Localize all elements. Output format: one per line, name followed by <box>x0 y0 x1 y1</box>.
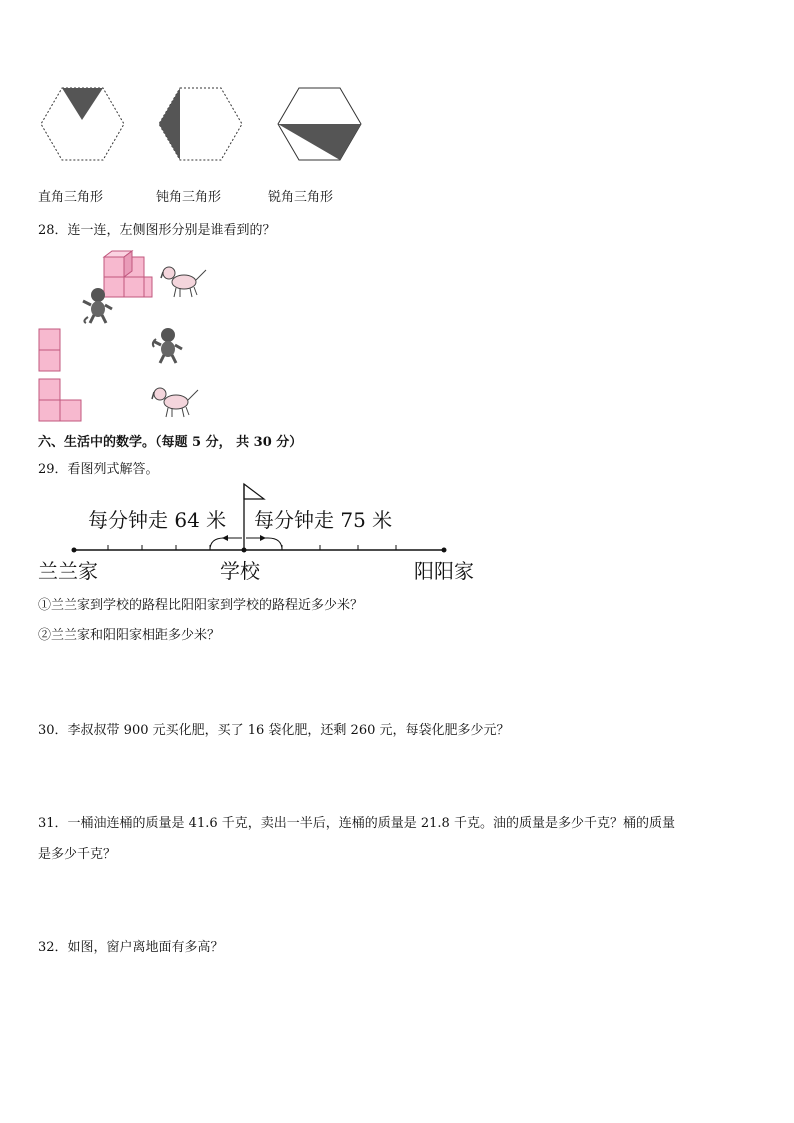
hexagon-label-2: 钝角三角形 <box>156 190 222 205</box>
hexagon-label-1: 直角三角形 <box>38 190 104 205</box>
question-29-sub-2: ②兰兰家和阳阳家相距多少米？ <box>38 628 221 643</box>
hexagon-right-triangle <box>41 88 124 160</box>
hexagon-obtuse-triangle <box>159 88 242 160</box>
place-lanlan-home: 兰兰家 <box>38 559 98 583</box>
question-31-line-1: 31．一桶油连桶的质量是 41.6 千克，卖出一半后，连桶的质量是 21.8 千克。油的质量是多少千克？桶的质量 <box>38 816 675 831</box>
view-shape-l <box>38 377 86 423</box>
question-29: 29．看图列式解答。 <box>38 462 159 477</box>
question-31-line-2: 是多少千克？ <box>38 847 117 862</box>
section-6-title: 六、生活中的数学。（每题 5 分， 共 30 分） <box>38 435 303 450</box>
question-28: 28．连一连，左侧图形分别是谁看到的？ <box>38 223 276 238</box>
dog-figure <box>160 262 208 300</box>
hexagon-acute-triangle <box>278 88 361 160</box>
dog-option <box>150 382 200 420</box>
question-32: 32．如图，窗户离地面有多高？ <box>38 940 224 955</box>
place-school: 学校 <box>220 559 260 583</box>
monkey-figure <box>80 285 120 325</box>
distance-diagram <box>38 482 488 587</box>
monkey-option <box>150 325 190 365</box>
left-speed-label: 每分钟走 64 米 <box>88 508 227 532</box>
question-29-sub-1: ①兰兰家到学校的路程比阳阳家到学校的路程近多少米？ <box>38 598 364 613</box>
place-yangyang-home: 阳阳家 <box>414 559 474 583</box>
hexagon-figures <box>30 80 370 170</box>
hexagon-label-3: 锐角三角形 <box>268 190 334 205</box>
question-30: 30．李叔叔带 900 元买化肥，买了 16 袋化肥，还剩 260 元，每袋化肥多少元？ <box>38 723 510 738</box>
view-shape-two-stacked <box>38 327 64 373</box>
right-speed-label: 每分钟走 75 米 <box>254 508 393 532</box>
